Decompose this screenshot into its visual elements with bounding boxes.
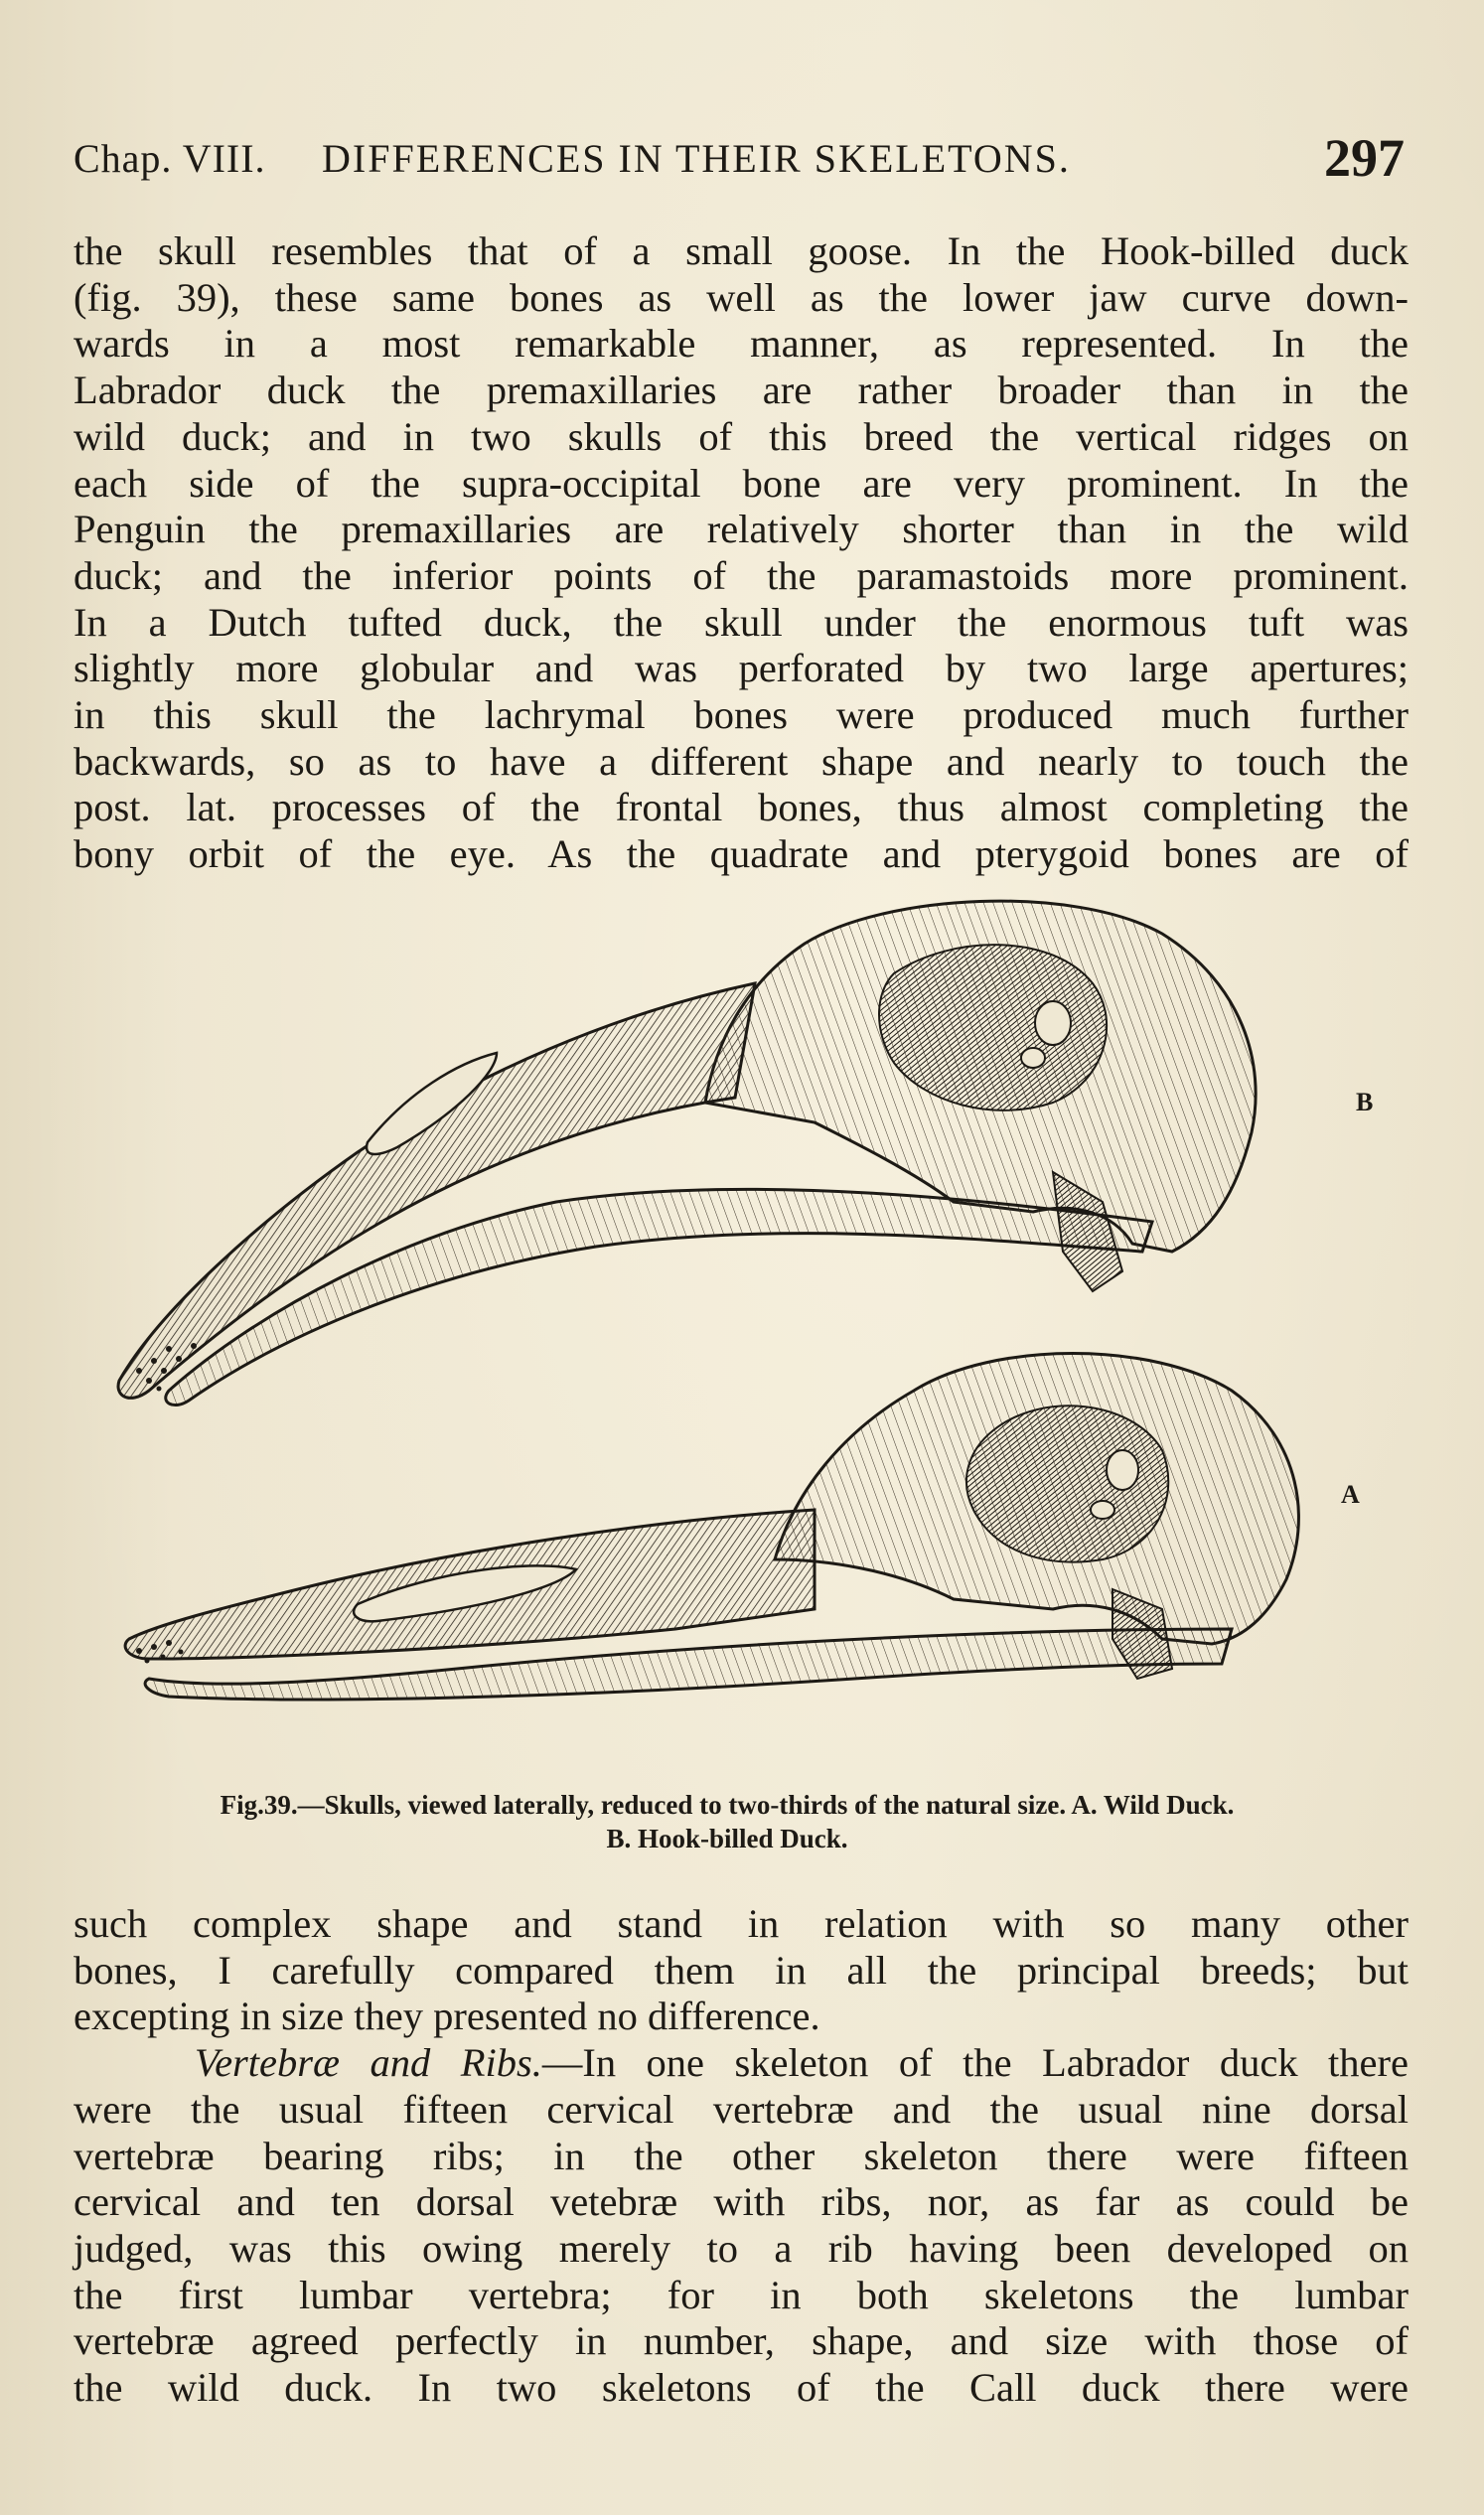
text-line: such complex shape and stand in relation with so many other <box>74 1901 1409 1946</box>
text-line: In a Dutch tufted duck, the skull under the enormous tuft was <box>74 599 1409 645</box>
chapter-label: Chap. VIII. <box>74 136 266 181</box>
text-line: the first lumbar vertebra; for in both skeletons the lumbar <box>74 2272 1409 2317</box>
text-line: the wild duck. In two skeletons of the Call duck there were <box>74 2365 1409 2411</box>
running-title: DIFFERENCES IN THEIR SKELETONS. <box>322 136 1071 181</box>
text-line: were the usual fifteen cervical vertebræ and the usual nine dorsal <box>74 2086 1409 2132</box>
text-line: cervical and ten dorsal vetebræ with ribs, nor, as far as could be <box>74 2179 1409 2225</box>
paragraph-continued <box>74 1901 1409 2412</box>
skull-a-wild-duck <box>125 1354 1298 1700</box>
text-line: excepting in size they presented no difference. <box>74 1994 820 2039</box>
caption-line: Fig.39.—Skulls, viewed laterally, reduced to two-thirds of the natural size. A. Wild Duck. <box>220 1790 1235 1820</box>
text-line: each side of the supra-occipital bone are very prominent. In the <box>74 460 1409 506</box>
text-line: judged, was this owing merely to a rib having been developed on <box>74 2225 1409 2271</box>
caption-line: B. Hook-billed Duck. <box>606 1824 848 1853</box>
text-line: (fig. 39), these same bones as well as the lower jaw curve down- <box>74 274 1409 320</box>
text-line: vertebræ agreed perfectly in number, shape, and size with those of <box>74 2318 1409 2364</box>
text-line: the skull resembles that of a small goose. In the Hook-billed duck <box>74 228 1409 273</box>
skull-engraving <box>60 874 1430 1768</box>
page-number: 297 <box>1324 128 1405 188</box>
skull-b-hook-billed <box>118 901 1256 1405</box>
section-lead-in: Vertebræ and Ribs. <box>194 2040 542 2086</box>
text-line: duck; and the inferior points of the paramastoids more prominent. <box>74 552 1409 598</box>
figure-duck-skulls <box>60 874 1430 1768</box>
text-line: wards in a most remarkable manner, as represented. In the <box>74 321 1409 367</box>
text-line: slightly more globular and was perforated by two large apertures; <box>74 646 1409 691</box>
text-line: bones, I carefully compared them in all the principal breeds; but <box>74 1947 1409 1993</box>
text-line-vertebrae-heading <box>74 2040 1409 2087</box>
text-line: in this skull the lachrymal bones were produced much further <box>74 692 1409 738</box>
label-b: B <box>1356 1088 1374 1116</box>
label-a: A <box>1341 1480 1360 1509</box>
text-line: post. lat. processes of the frontal bones, thus almost completing the <box>74 785 1409 830</box>
text-line: bony orbit of the eye. As the quadrate and pterygoid bones are of <box>74 831 1409 877</box>
text-line: backwards, so as to have a different shape and nearly to touch the <box>74 738 1409 784</box>
text-fragment: —In one skeleton of the Labrador duck there <box>541 2040 1409 2086</box>
text-line: Labrador duck the premaxillaries are rather broader than in the <box>74 368 1409 413</box>
text-line: wild duck; and in two skulls of this breed the vertical ridges on <box>74 413 1409 459</box>
text-line: Penguin the premaxillaries are relatively shorter than in the wild <box>74 507 1409 552</box>
paragraph-skull-comparison <box>74 228 1409 878</box>
figure-caption <box>60 1788 1395 1855</box>
running-header <box>74 127 1405 187</box>
text-line: vertebræ bearing ribs; in the other skeleton there were fifteen <box>74 2133 1409 2178</box>
